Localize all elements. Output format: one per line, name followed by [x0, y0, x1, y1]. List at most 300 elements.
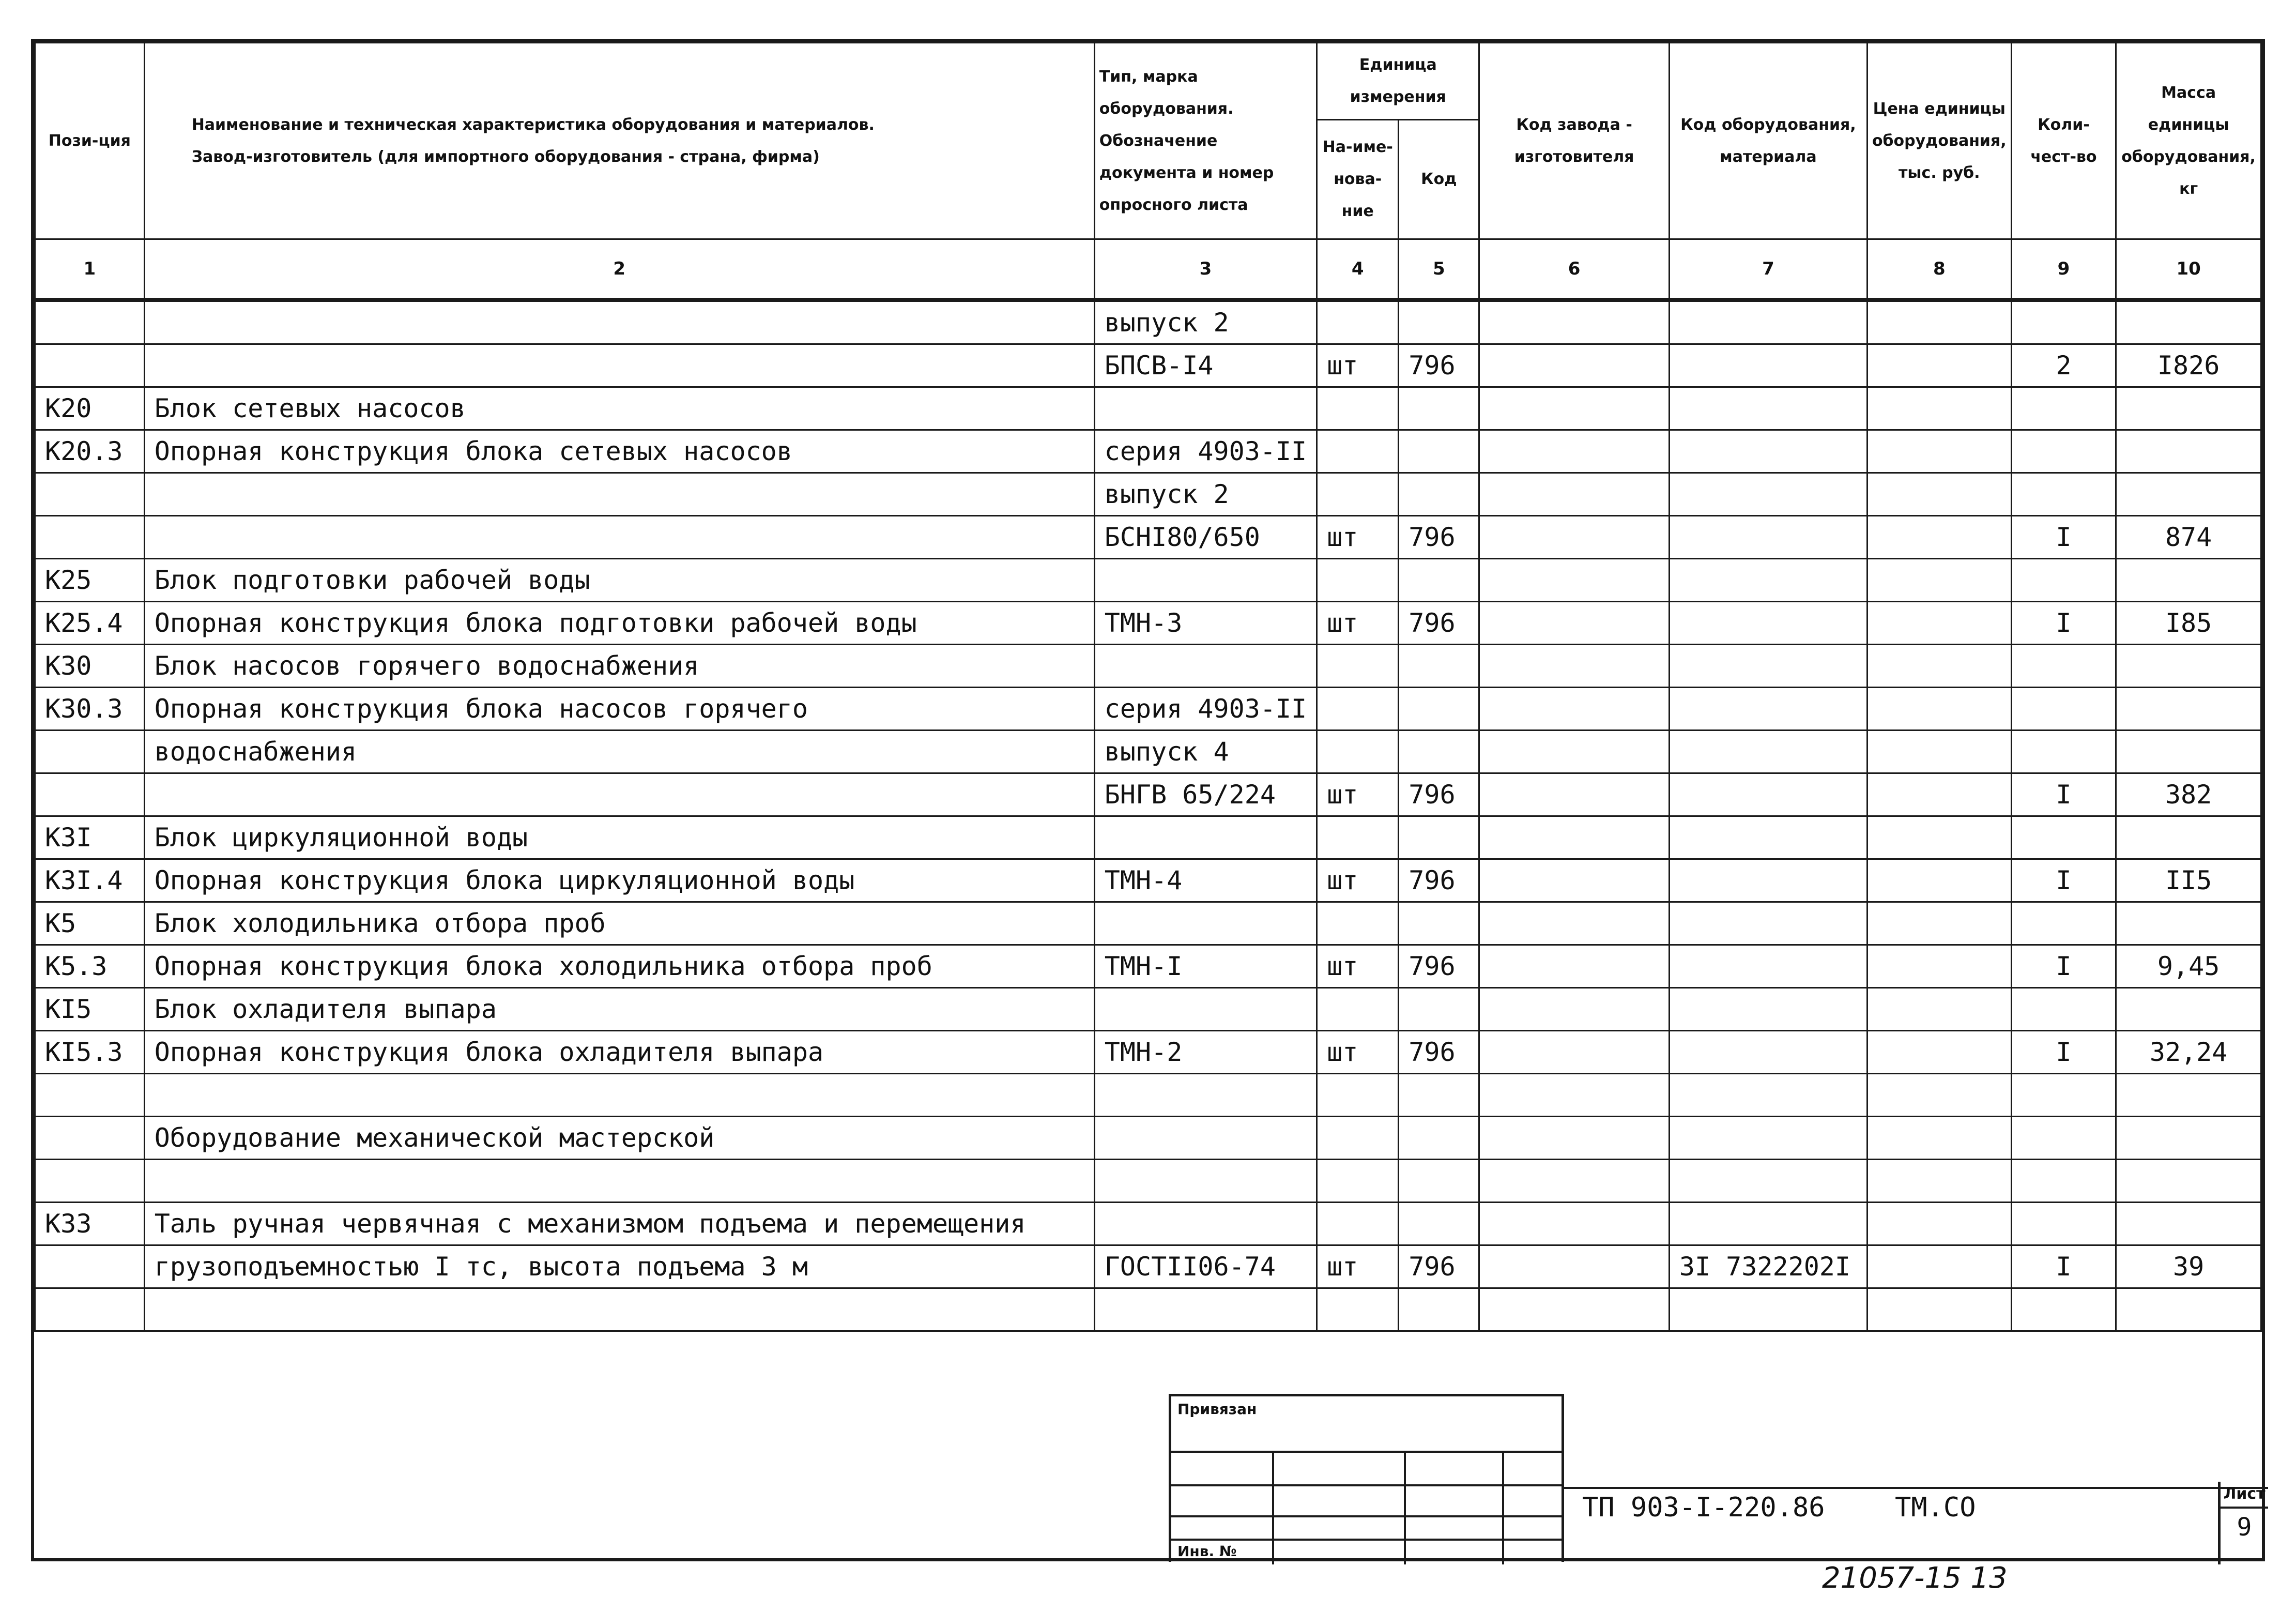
type-cell: [1094, 816, 1317, 859]
unit-code-cell: 796: [1399, 516, 1479, 559]
quantity-cell: [2011, 1117, 2116, 1160]
position-cell: [35, 1117, 145, 1160]
quantity-cell: [2011, 1074, 2116, 1117]
position-cell: [35, 731, 145, 773]
header-plant-code: Код завода - изготовителя: [1479, 43, 1670, 239]
quantity-cell: I: [2011, 1031, 2116, 1074]
plant-code-cell: [1479, 773, 1670, 816]
price-cell: [1867, 859, 2011, 902]
type-cell: БСНI80/650: [1094, 516, 1317, 559]
equipment-code-cell: [1669, 1031, 1867, 1074]
name-cell: Блок циркуляционной воды: [144, 816, 1094, 859]
quantity-cell: [2011, 430, 2116, 473]
plant-code-cell: [1479, 688, 1670, 731]
position-cell: K25: [35, 559, 145, 602]
position-cell: K5: [35, 902, 145, 945]
position-cell: [35, 516, 145, 559]
table-row: [35, 1203, 2261, 1245]
type-cell: выпуск 2: [1094, 300, 1317, 344]
name-cell: Таль ручная червячная с механизмом подъема и перемещения: [144, 1203, 1094, 1245]
column-number: 2: [144, 239, 1094, 300]
table-row: [35, 559, 2261, 602]
unit-name-cell: [1317, 688, 1399, 731]
header-price: Цена единицы оборудования, тыс. руб.: [1867, 43, 2011, 239]
type-cell: [1094, 1074, 1317, 1117]
position-cell: K25.4: [35, 602, 145, 645]
mass-cell: 9,45: [2116, 945, 2261, 988]
table-row: [35, 602, 2261, 645]
plant-code-cell: [1479, 300, 1670, 344]
position-cell: KI5: [35, 988, 145, 1031]
unit-name-cell: шт: [1317, 773, 1399, 816]
position-cell: K3I: [35, 816, 145, 859]
specification-table: [34, 42, 2262, 1332]
column-number: 5: [1399, 239, 1479, 300]
position-cell: [35, 1160, 145, 1203]
table-row: [35, 344, 2261, 387]
price-cell: [1867, 1288, 2011, 1331]
header-equipment-code: Код оборудования, материала: [1669, 43, 1867, 239]
table-row: [35, 1117, 2261, 1160]
column-number: 10: [2116, 239, 2261, 300]
equipment-code-cell: [1669, 773, 1867, 816]
table-row: [35, 430, 2261, 473]
name-cell: Опорная конструкция блока подготовки рабочей воды: [144, 602, 1094, 645]
unit-name-cell: [1317, 1074, 1399, 1117]
unit-name-cell: шт: [1317, 945, 1399, 988]
name-cell: [144, 473, 1094, 516]
table-row: [35, 516, 2261, 559]
plant-code-cell: [1479, 559, 1670, 602]
price-cell: [1867, 688, 2011, 731]
header-unit-code: Код: [1399, 120, 1479, 239]
price-cell: [1867, 773, 2011, 816]
unit-name-cell: [1317, 1160, 1399, 1203]
equipment-code-cell: [1669, 473, 1867, 516]
table-row: [35, 816, 2261, 859]
unit-code-cell: [1399, 473, 1479, 516]
equipment-code-cell: [1669, 602, 1867, 645]
unit-code-cell: [1399, 559, 1479, 602]
unit-name-cell: шт: [1317, 344, 1399, 387]
unit-name-cell: шт: [1317, 1031, 1399, 1074]
plant-code-cell: [1479, 1245, 1670, 1288]
position-cell: [35, 1288, 145, 1331]
equipment-code-cell: [1669, 559, 1867, 602]
mass-cell: [2116, 816, 2261, 859]
mass-cell: [2116, 1288, 2261, 1331]
column-number: 9: [2011, 239, 2116, 300]
type-cell: [1094, 1117, 1317, 1160]
plant-code-cell: [1479, 645, 1670, 688]
sheet-label: Лист: [2221, 1482, 2268, 1509]
type-cell: выпуск 2: [1094, 473, 1317, 516]
unit-code-cell: 796: [1399, 945, 1479, 988]
table-row: [35, 1288, 2261, 1331]
quantity-cell: I: [2011, 859, 2116, 902]
quantity-cell: [2011, 816, 2116, 859]
plant-code-cell: [1479, 344, 1670, 387]
plant-code-cell: [1479, 516, 1670, 559]
stamp-line: [1404, 1451, 1406, 1564]
table-row: [35, 988, 2261, 1031]
plant-code-cell: [1479, 1288, 1670, 1331]
header-type: Тип, марка оборудования. Обозначение документа и номер опросного листа: [1094, 43, 1317, 239]
type-cell: ГОСТII06-74: [1094, 1245, 1317, 1288]
equipment-code-cell: [1669, 988, 1867, 1031]
position-cell: [35, 344, 145, 387]
unit-name-cell: [1317, 816, 1399, 859]
mass-cell: [2116, 300, 2261, 344]
equipment-code-cell: [1669, 688, 1867, 731]
type-cell: серия 4903-II: [1094, 688, 1317, 731]
price-cell: [1867, 344, 2011, 387]
header-name-line2: Завод-изготовитель (для импортного оборудования - страна, фирма): [191, 147, 820, 166]
position-cell: KI5.3: [35, 1031, 145, 1074]
equipment-code-cell: [1669, 816, 1867, 859]
plant-code-cell: [1479, 430, 1670, 473]
name-cell: Блок холодильника отбора проб: [144, 902, 1094, 945]
unit-code-cell: [1399, 300, 1479, 344]
name-cell: Опорная конструкция блока сетевых насосов: [144, 430, 1094, 473]
mass-cell: II5: [2116, 859, 2261, 902]
column-number: 7: [1669, 239, 1867, 300]
type-cell: [1094, 1160, 1317, 1203]
price-cell: [1867, 1203, 2011, 1245]
unit-name-cell: шт: [1317, 602, 1399, 645]
unit-code-cell: [1399, 902, 1479, 945]
header-mass: Масса единицы оборудования, кг: [2116, 43, 2261, 239]
table-row: [35, 1031, 2261, 1074]
unit-code-cell: [1399, 1203, 1479, 1245]
unit-code-cell: [1399, 731, 1479, 773]
plant-code-cell: [1479, 473, 1670, 516]
quantity-cell: I: [2011, 945, 2116, 988]
price-cell: [1867, 1031, 2011, 1074]
plant-code-cell: [1479, 1160, 1670, 1203]
position-cell: K20: [35, 387, 145, 430]
type-cell: БПСВ-I4: [1094, 344, 1317, 387]
table-row: [35, 902, 2261, 945]
price-cell: [1867, 430, 2011, 473]
table-row: [35, 773, 2261, 816]
unit-name-cell: [1317, 1203, 1399, 1245]
plant-code-cell: [1479, 602, 1670, 645]
type-cell: выпуск 4: [1094, 731, 1317, 773]
price-cell: [1867, 300, 2011, 344]
unit-code-cell: [1399, 1160, 1479, 1203]
name-cell: [144, 1160, 1094, 1203]
type-cell: [1094, 645, 1317, 688]
price-cell: [1867, 1117, 2011, 1160]
drawing-sheet: [31, 39, 2265, 1561]
position-cell: [35, 1245, 145, 1288]
unit-code-cell: 796: [1399, 859, 1479, 902]
mass-cell: [2116, 902, 2261, 945]
unit-name-cell: [1317, 988, 1399, 1031]
name-cell: грузоподъемностью I тс, высота подъема 3 м: [144, 1245, 1094, 1288]
equipment-code-cell: [1669, 1203, 1867, 1245]
unit-code-cell: [1399, 645, 1479, 688]
unit-code-cell: 796: [1399, 602, 1479, 645]
price-cell: [1867, 902, 2011, 945]
equipment-code-cell: 3I 7322202I: [1669, 1245, 1867, 1288]
table-row: [35, 300, 2261, 344]
mass-cell: 874: [2116, 516, 2261, 559]
name-cell: Опорная конструкция блока охладителя выпара: [144, 1031, 1094, 1074]
position-cell: K30: [35, 645, 145, 688]
specification-body: [35, 300, 2261, 1331]
name-cell: Блок сетевых насосов: [144, 387, 1094, 430]
mass-cell: [2116, 1117, 2261, 1160]
mass-cell: [2116, 1074, 2261, 1117]
plant-code-cell: [1479, 988, 1670, 1031]
position-cell: [35, 473, 145, 516]
equipment-code-cell: [1669, 344, 1867, 387]
mass-cell: [2116, 645, 2261, 688]
equipment-code-cell: [1669, 859, 1867, 902]
name-cell: [144, 300, 1094, 344]
equipment-code-cell: [1669, 300, 1867, 344]
equipment-code-cell: [1669, 902, 1867, 945]
equipment-code-cell: [1669, 387, 1867, 430]
header-unit-name: На-име-нова-ние: [1317, 120, 1399, 239]
name-cell: Блок подготовки рабочей воды: [144, 559, 1094, 602]
quantity-cell: [2011, 559, 2116, 602]
binding-stamp-block: [1169, 1394, 1564, 1562]
unit-name-cell: [1317, 1117, 1399, 1160]
document-code: ТП 903-I-220.86: [1582, 1492, 1825, 1523]
mass-cell: I85: [2116, 602, 2261, 645]
position-cell: [35, 1074, 145, 1117]
unit-name-cell: [1317, 473, 1399, 516]
mass-cell: [2116, 1203, 2261, 1245]
name-cell: Блок насосов горячего водоснабжения: [144, 645, 1094, 688]
position-cell: [35, 773, 145, 816]
archive-stamp: 21057-15 13: [1822, 1561, 2008, 1595]
unit-name-cell: шт: [1317, 516, 1399, 559]
mass-cell: I826: [2116, 344, 2261, 387]
mass-cell: 382: [2116, 773, 2261, 816]
price-cell: [1867, 473, 2011, 516]
column-number: 8: [1867, 239, 2011, 300]
table-row: [35, 688, 2261, 731]
unit-code-cell: [1399, 1117, 1479, 1160]
unit-code-cell: 796: [1399, 344, 1479, 387]
mass-cell: [2116, 473, 2261, 516]
inventory-label: Инв. №: [1177, 1543, 1237, 1560]
unit-code-cell: 796: [1399, 1031, 1479, 1074]
unit-code-cell: 796: [1399, 773, 1479, 816]
position-cell: K5.3: [35, 945, 145, 988]
unit-name-cell: [1317, 645, 1399, 688]
unit-code-cell: [1399, 1074, 1479, 1117]
price-cell: [1867, 387, 2011, 430]
plant-code-cell: [1479, 731, 1670, 773]
header-name: [144, 43, 1094, 239]
type-cell: ТМН-I: [1094, 945, 1317, 988]
type-cell: ТМН-3: [1094, 602, 1317, 645]
mass-cell: [2116, 430, 2261, 473]
plant-code-cell: [1479, 902, 1670, 945]
equipment-code-cell: [1669, 516, 1867, 559]
table-row: [35, 945, 2261, 988]
equipment-code-cell: [1669, 430, 1867, 473]
quantity-cell: I: [2011, 1245, 2116, 1288]
quantity-cell: [2011, 902, 2116, 945]
header-quantity: Коли-чест-во: [2011, 43, 2116, 239]
type-cell: серия 4903-II: [1094, 430, 1317, 473]
equipment-code-cell: [1669, 1074, 1867, 1117]
quantity-cell: [2011, 988, 2116, 1031]
unit-name-cell: [1317, 300, 1399, 344]
table-row: [35, 645, 2261, 688]
unit-name-cell: [1317, 387, 1399, 430]
unit-name-cell: [1317, 1288, 1399, 1331]
type-cell: БНГВ 65/224: [1094, 773, 1317, 816]
mass-cell: [2116, 688, 2261, 731]
plant-code-cell: [1479, 1031, 1670, 1074]
plant-code-cell: [1479, 945, 1670, 988]
type-cell: [1094, 1288, 1317, 1331]
mass-cell: [2116, 731, 2261, 773]
name-cell: [144, 1288, 1094, 1331]
price-cell: [1867, 645, 2011, 688]
price-cell: [1867, 945, 2011, 988]
price-cell: [1867, 559, 2011, 602]
price-cell: [1867, 988, 2011, 1031]
header-position: Пози-ция: [35, 43, 145, 239]
quantity-cell: 2: [2011, 344, 2116, 387]
quantity-cell: [2011, 688, 2116, 731]
unit-code-cell: [1399, 988, 1479, 1031]
table-row: [35, 473, 2261, 516]
name-cell: водоснабжения: [144, 731, 1094, 773]
plant-code-cell: [1479, 816, 1670, 859]
type-cell: [1094, 988, 1317, 1031]
column-number: 3: [1094, 239, 1317, 300]
mass-cell: [2116, 988, 2261, 1031]
price-cell: [1867, 1074, 2011, 1117]
quantity-cell: I: [2011, 773, 2116, 816]
unit-code-cell: 796: [1399, 1245, 1479, 1288]
unit-name-cell: [1317, 430, 1399, 473]
quantity-cell: [2011, 1160, 2116, 1203]
equipment-code-cell: [1669, 1160, 1867, 1203]
price-cell: [1867, 731, 2011, 773]
position-cell: K20.3: [35, 430, 145, 473]
name-cell: [144, 344, 1094, 387]
quantity-cell: [2011, 645, 2116, 688]
column-number: 4: [1317, 239, 1399, 300]
table-row: [35, 1245, 2261, 1288]
type-cell: ТМН-4: [1094, 859, 1317, 902]
unit-name-cell: [1317, 902, 1399, 945]
quantity-cell: I: [2011, 602, 2116, 645]
position-cell: [35, 300, 145, 344]
type-cell: ТМН-2: [1094, 1031, 1317, 1074]
quantity-cell: [2011, 1203, 2116, 1245]
unit-code-cell: [1399, 387, 1479, 430]
quantity-cell: [2011, 387, 2116, 430]
sheet-number-box: [2218, 1482, 2268, 1564]
type-cell: [1094, 1203, 1317, 1245]
type-cell: [1094, 387, 1317, 430]
position-cell: K33: [35, 1203, 145, 1245]
unit-name-cell: шт: [1317, 859, 1399, 902]
bound-label: Привязан: [1177, 1401, 1257, 1418]
column-number-row: [35, 239, 2261, 300]
column-number: 1: [35, 239, 145, 300]
name-cell: Оборудование механической мастерской: [144, 1117, 1094, 1160]
stamp-line: [1502, 1451, 1504, 1564]
name-cell: [144, 1074, 1094, 1117]
unit-name-cell: [1317, 559, 1399, 602]
type-cell: [1094, 559, 1317, 602]
table-row: [35, 731, 2261, 773]
mass-cell: [2116, 1160, 2261, 1203]
equipment-code-cell: [1669, 1288, 1867, 1331]
name-cell: Опорная конструкция блока насосов горячего: [144, 688, 1094, 731]
price-cell: [1867, 1245, 2011, 1288]
title-block-line: [1564, 1487, 2268, 1489]
quantity-cell: [2011, 300, 2116, 344]
quantity-cell: I: [2011, 516, 2116, 559]
document-suffix: ТМ.СО: [1895, 1492, 1976, 1523]
price-cell: [1867, 602, 2011, 645]
mass-cell: [2116, 559, 2261, 602]
position-cell: K30.3: [35, 688, 145, 731]
quantity-cell: [2011, 1288, 2116, 1331]
name-cell: Блок охладителя выпара: [144, 988, 1094, 1031]
stamp-line: [1272, 1451, 1274, 1564]
equipment-code-cell: [1669, 945, 1867, 988]
name-cell: Опорная конструкция блока циркуляционной воды: [144, 859, 1094, 902]
table-row: [35, 1074, 2261, 1117]
equipment-code-cell: [1669, 645, 1867, 688]
unit-code-cell: [1399, 816, 1479, 859]
name-cell: [144, 516, 1094, 559]
unit-name-cell: шт: [1317, 1245, 1399, 1288]
price-cell: [1867, 1160, 2011, 1203]
price-cell: [1867, 816, 2011, 859]
table-row: [35, 859, 2261, 902]
position-cell: K3I.4: [35, 859, 145, 902]
quantity-cell: [2011, 731, 2116, 773]
table-row: [35, 387, 2261, 430]
name-cell: Опорная конструкция блока холодильника отбора проб: [144, 945, 1094, 988]
price-cell: [1867, 516, 2011, 559]
name-cell: [144, 773, 1094, 816]
plant-code-cell: [1479, 387, 1670, 430]
unit-code-cell: [1399, 688, 1479, 731]
plant-code-cell: [1479, 1117, 1670, 1160]
mass-cell: 39: [2116, 1245, 2261, 1288]
table-row: [35, 1160, 2261, 1203]
column-number: 6: [1479, 239, 1670, 300]
unit-code-cell: [1399, 1288, 1479, 1331]
unit-code-cell: [1399, 430, 1479, 473]
equipment-code-cell: [1669, 1117, 1867, 1160]
mass-cell: [2116, 387, 2261, 430]
header-name-line1: Наименование и техническая характеристика оборудования и материалов.: [191, 115, 875, 134]
sheet-number: 9: [2237, 1513, 2252, 1542]
unit-name-cell: [1317, 731, 1399, 773]
plant-code-cell: [1479, 859, 1670, 902]
mass-cell: 32,24: [2116, 1031, 2261, 1074]
header-unit: Единица измерения: [1317, 43, 1479, 120]
equipment-code-cell: [1669, 731, 1867, 773]
